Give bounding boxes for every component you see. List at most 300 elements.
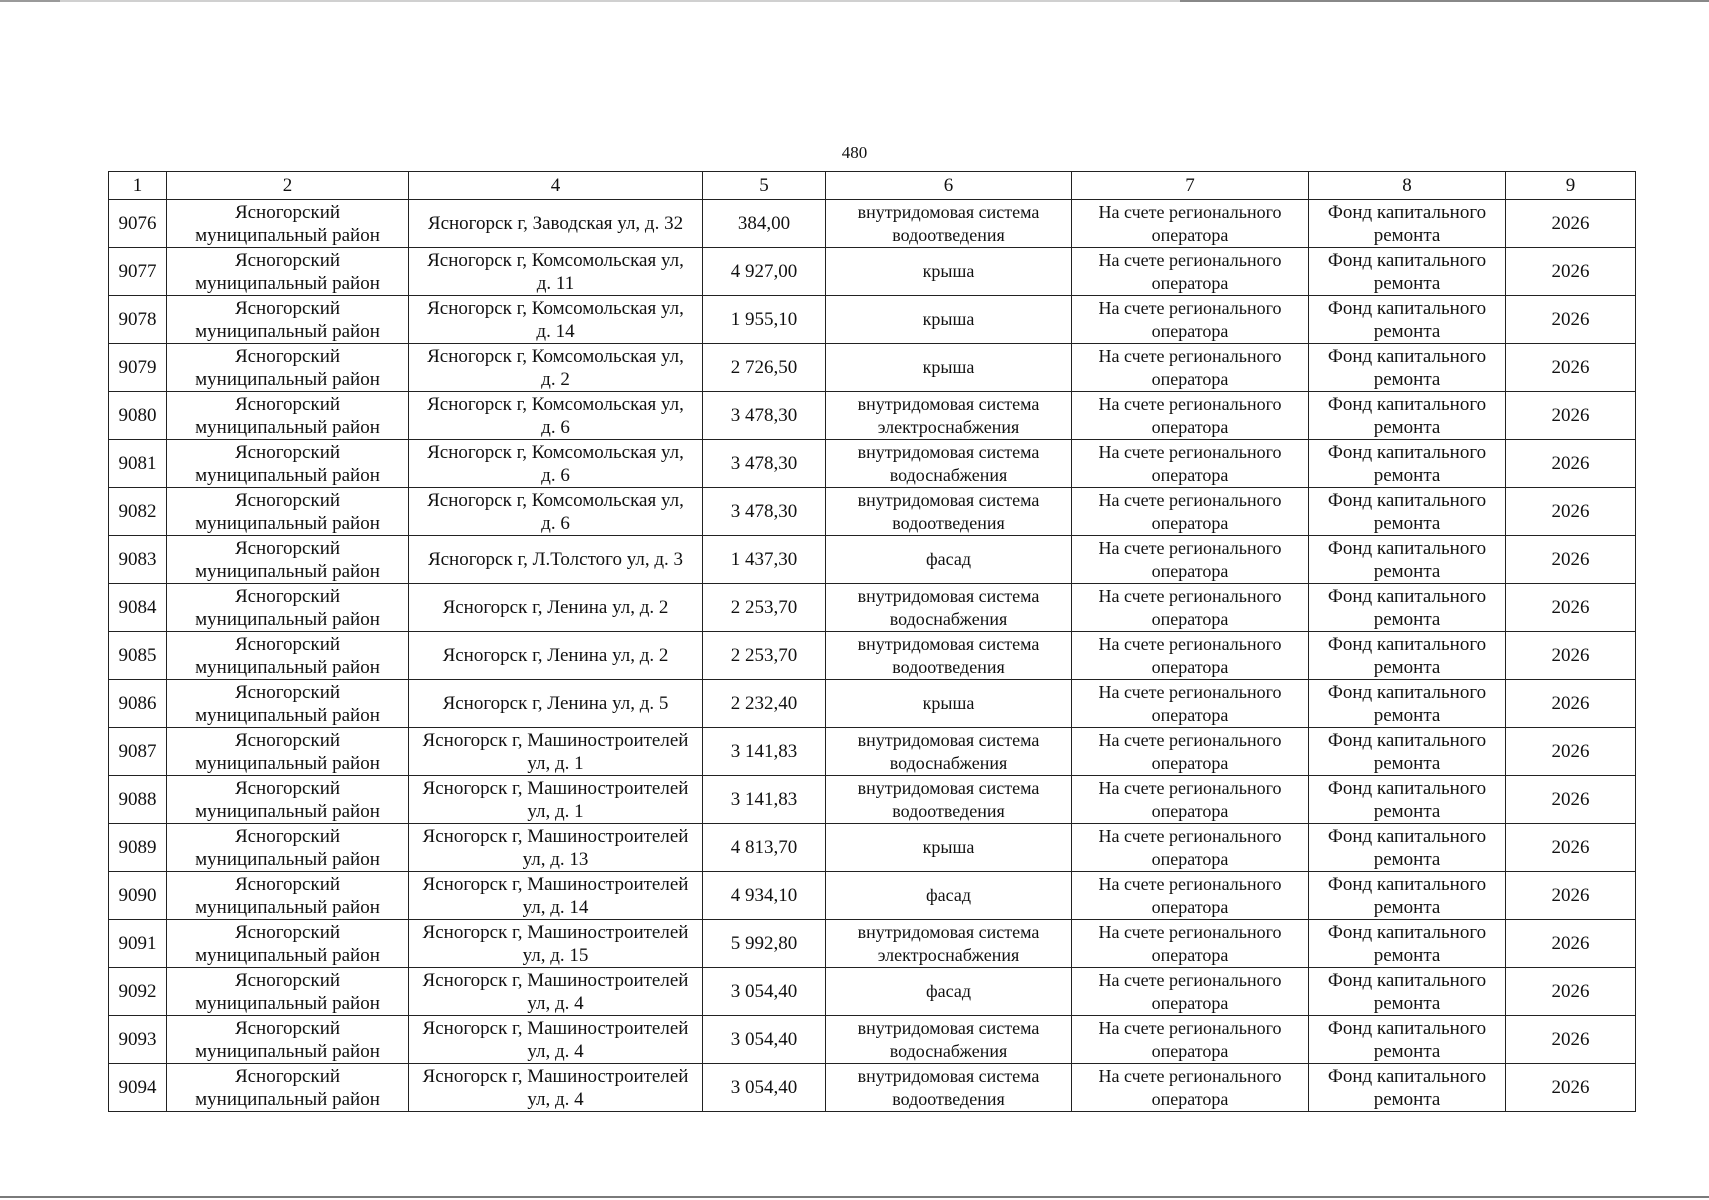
work-type-cell-line: крыша xyxy=(922,837,975,857)
table-row xyxy=(109,200,1636,248)
address-cell-line: д. 14 xyxy=(536,320,575,342)
table-row xyxy=(109,824,1636,872)
column-header-9: 9 xyxy=(1506,172,1636,200)
year-cell: 2026 xyxy=(1506,728,1636,776)
district-cell-line: Ясногорский xyxy=(234,489,341,511)
district-cell-line: муниципальный район xyxy=(195,224,380,246)
account-type-cell-line: оператора xyxy=(1151,272,1229,293)
account-type-cell xyxy=(1072,728,1309,776)
year-cell: 2026 xyxy=(1506,344,1636,392)
district-cell-line: Ясногорский xyxy=(234,297,341,319)
work-type-cell-line: внутридомовая система xyxy=(857,921,1040,942)
record-number-cell: 9089 xyxy=(109,824,167,872)
funding-source-cell-line: Фонд капитального xyxy=(1327,585,1487,607)
address-cell xyxy=(409,584,703,632)
year-cell: 2026 xyxy=(1506,632,1636,680)
funding-source-cell-line: ремонта xyxy=(1373,608,1441,630)
district-cell-line: Ясногорский xyxy=(234,537,341,559)
address-cell xyxy=(409,872,703,920)
record-number-cell: 9084 xyxy=(109,584,167,632)
record-number-cell: 9093 xyxy=(109,1016,167,1064)
address-cell-line: Ясногорск г, Комсомольская ул, xyxy=(427,249,684,271)
account-type-cell xyxy=(1072,584,1309,632)
funding-source-cell xyxy=(1309,392,1506,440)
funding-source-cell xyxy=(1309,440,1506,488)
funding-source-cell-line: Фонд капитального xyxy=(1327,345,1487,367)
address-cell-line: ул, д. 4 xyxy=(527,1040,584,1062)
account-type-cell-line: На счете регионального xyxy=(1098,537,1282,558)
account-type-cell-line: оператора xyxy=(1151,1088,1229,1109)
work-type-cell xyxy=(826,584,1072,632)
funding-source-cell-line: Фонд капитального xyxy=(1327,729,1487,751)
funding-source-cell-line: ремонта xyxy=(1373,272,1441,294)
scan-edge-top xyxy=(0,0,1709,2)
account-type-cell-line: На счете регионального xyxy=(1098,633,1282,654)
account-type-cell-line: На счете регионального xyxy=(1098,1065,1282,1086)
account-type-cell-line: оператора xyxy=(1151,416,1229,437)
funding-source-cell-line: Фонд капитального xyxy=(1327,393,1487,415)
account-type-cell xyxy=(1072,968,1309,1016)
account-type-cell-line: оператора xyxy=(1151,368,1229,389)
account-type-cell xyxy=(1072,488,1309,536)
funding-source-cell xyxy=(1309,344,1506,392)
address-cell-line: ул, д. 15 xyxy=(522,944,589,966)
account-type-cell-line: На счете регионального xyxy=(1098,297,1282,318)
district-cell-line: Ясногорский xyxy=(234,969,341,991)
account-type-cell-line: На счете регионального xyxy=(1098,681,1282,702)
district-cell-line: Ясногорский xyxy=(234,1065,341,1087)
district-cell xyxy=(167,824,409,872)
funding-source-cell xyxy=(1309,488,1506,536)
work-type-cell xyxy=(826,872,1072,920)
record-number-cell: 9086 xyxy=(109,680,167,728)
address-cell-line: ул, д. 1 xyxy=(527,800,584,822)
district-cell-line: Ясногорский xyxy=(234,393,341,415)
address-cell xyxy=(409,344,703,392)
address-cell xyxy=(409,200,703,248)
account-type-cell-line: оператора xyxy=(1151,992,1229,1013)
funding-source-cell-line: ремонта xyxy=(1373,1088,1441,1110)
year-cell: 2026 xyxy=(1506,392,1636,440)
work-type-cell-line: водоотведения xyxy=(892,1088,1005,1109)
address-cell-line: Ясногорск г, Машиностроителей xyxy=(422,777,689,799)
district-cell-line: муниципальный район xyxy=(195,560,380,582)
table-row xyxy=(109,296,1636,344)
funding-source-cell-line: Фонд капитального xyxy=(1327,825,1487,847)
work-type-cell xyxy=(826,200,1072,248)
account-type-cell-line: оператора xyxy=(1151,704,1229,725)
account-type-cell xyxy=(1072,824,1309,872)
record-number-cell: 9087 xyxy=(109,728,167,776)
area-cell: 5 992,80 xyxy=(703,920,826,968)
funding-source-cell-line: ремонта xyxy=(1373,320,1441,342)
table-row xyxy=(109,584,1636,632)
account-type-cell xyxy=(1072,632,1309,680)
funding-source-cell-line: ремонта xyxy=(1373,800,1441,822)
account-type-cell-line: оператора xyxy=(1151,560,1229,581)
year-cell: 2026 xyxy=(1506,872,1636,920)
address-cell-line: д. 6 xyxy=(541,512,570,534)
record-number-cell: 9092 xyxy=(109,968,167,1016)
area-cell: 3 141,83 xyxy=(703,728,826,776)
address-cell xyxy=(409,632,703,680)
year-cell: 2026 xyxy=(1506,248,1636,296)
address-cell-line: д. 2 xyxy=(541,368,570,390)
address-cell-line: Ясногорск г, Машиностроителей xyxy=(422,969,689,991)
funding-source-cell-line: Фонд капитального xyxy=(1327,777,1487,799)
funding-source-cell-line: ремонта xyxy=(1373,704,1441,726)
work-type-cell-line: водоотведения xyxy=(892,224,1005,245)
district-cell xyxy=(167,920,409,968)
district-cell xyxy=(167,728,409,776)
funding-source-cell-line: ремонта xyxy=(1373,992,1441,1014)
account-type-cell xyxy=(1072,1064,1309,1112)
district-cell-line: Ясногорский xyxy=(234,633,341,655)
table-row xyxy=(109,392,1636,440)
column-number-row xyxy=(109,172,1636,200)
column-header-8: 8 xyxy=(1309,172,1506,200)
address-cell-line: д. 6 xyxy=(541,464,570,486)
area-cell: 384,00 xyxy=(703,200,826,248)
work-type-cell-line: внутридомовая система xyxy=(857,201,1040,222)
work-type-cell xyxy=(826,824,1072,872)
address-cell-line: ул, д. 1 xyxy=(527,752,584,774)
area-cell: 3 054,40 xyxy=(703,968,826,1016)
district-cell xyxy=(167,680,409,728)
funding-source-cell xyxy=(1309,296,1506,344)
work-type-cell xyxy=(826,296,1072,344)
area-cell: 3 478,30 xyxy=(703,392,826,440)
district-cell-line: Ясногорский xyxy=(234,777,341,799)
column-header-1: 1 xyxy=(109,172,167,200)
area-cell: 2 232,40 xyxy=(703,680,826,728)
funding-source-cell-line: ремонта xyxy=(1373,512,1441,534)
work-type-cell xyxy=(826,680,1072,728)
address-cell xyxy=(409,824,703,872)
account-type-cell-line: оператора xyxy=(1151,1040,1229,1061)
work-type-cell xyxy=(826,344,1072,392)
district-cell-line: Ясногорский xyxy=(234,729,341,751)
account-type-cell xyxy=(1072,392,1309,440)
work-type-cell-line: крыша xyxy=(922,357,975,377)
table-row xyxy=(109,536,1636,584)
address-cell-line: Ясногорск г, Ленина ул, д. 2 xyxy=(442,645,669,666)
table-row xyxy=(109,440,1636,488)
area-cell: 1 955,10 xyxy=(703,296,826,344)
account-type-cell xyxy=(1072,440,1309,488)
year-cell: 2026 xyxy=(1506,680,1636,728)
funding-source-cell xyxy=(1309,584,1506,632)
district-cell-line: Ясногорский xyxy=(234,201,341,223)
funding-source-cell-line: ремонта xyxy=(1373,368,1441,390)
area-cell: 3 478,30 xyxy=(703,488,826,536)
column-header-6: 6 xyxy=(826,172,1072,200)
address-cell xyxy=(409,536,703,584)
address-cell xyxy=(409,920,703,968)
district-cell-line: муниципальный район xyxy=(195,656,380,678)
account-type-cell xyxy=(1072,536,1309,584)
work-type-cell xyxy=(826,1064,1072,1112)
account-type-cell-line: На счете регионального xyxy=(1098,489,1282,510)
funding-source-cell xyxy=(1309,872,1506,920)
table-row xyxy=(109,968,1636,1016)
funding-source-cell-line: Фонд капитального xyxy=(1327,873,1487,895)
work-type-cell-line: водоснабжения xyxy=(889,608,1008,629)
work-type-cell-line: крыша xyxy=(922,693,975,713)
district-cell xyxy=(167,872,409,920)
table-row xyxy=(109,1016,1636,1064)
record-number-cell: 9080 xyxy=(109,392,167,440)
funding-source-cell-line: Фонд капитального xyxy=(1327,201,1487,223)
work-type-cell-line: фасад xyxy=(925,885,971,905)
funding-source-cell-line: Фонд капитального xyxy=(1327,489,1487,511)
table-row xyxy=(109,776,1636,824)
account-type-cell-line: На счете регионального xyxy=(1098,873,1282,894)
address-cell xyxy=(409,296,703,344)
funding-source-cell xyxy=(1309,824,1506,872)
work-type-cell-line: внутридомовая система xyxy=(857,393,1040,414)
funding-source-cell xyxy=(1309,776,1506,824)
account-type-cell xyxy=(1072,776,1309,824)
address-cell-line: ул, д. 14 xyxy=(522,896,589,918)
account-type-cell-line: оператора xyxy=(1151,848,1229,869)
district-cell xyxy=(167,632,409,680)
year-cell: 2026 xyxy=(1506,296,1636,344)
account-type-cell xyxy=(1072,344,1309,392)
work-type-cell xyxy=(826,968,1072,1016)
district-cell-line: муниципальный район xyxy=(195,1040,380,1062)
account-type-cell-line: На счете регионального xyxy=(1098,969,1282,990)
funding-source-cell-line: ремонта xyxy=(1373,896,1441,918)
address-cell-line: д. 11 xyxy=(536,272,575,294)
work-type-cell-line: внутридомовая система xyxy=(857,441,1040,462)
district-cell-line: Ясногорский xyxy=(234,1017,341,1039)
work-type-cell xyxy=(826,248,1072,296)
funding-source-cell-line: Фонд капитального xyxy=(1327,297,1487,319)
address-cell-line: Ясногорск г, Ленина ул, д. 2 xyxy=(442,597,669,618)
area-cell: 4 934,10 xyxy=(703,872,826,920)
table-row xyxy=(109,728,1636,776)
address-cell-line: Ясногорск г, Заводская ул, д. 32 xyxy=(427,213,684,234)
account-type-cell-line: оператора xyxy=(1151,320,1229,341)
account-type-cell xyxy=(1072,680,1309,728)
address-cell-line: Ясногорск г, Машиностроителей xyxy=(422,1017,689,1039)
address-cell xyxy=(409,728,703,776)
district-cell-line: муниципальный район xyxy=(195,896,380,918)
address-cell-line: Ясногорск г, Комсомольская ул, xyxy=(427,441,684,463)
address-cell-line: Ясногорск г, Машиностроителей xyxy=(422,921,689,943)
work-type-cell-line: водоснабжения xyxy=(889,464,1008,485)
district-cell-line: Ясногорский xyxy=(234,441,341,463)
address-cell xyxy=(409,248,703,296)
funding-source-cell-line: Фонд капитального xyxy=(1327,249,1487,271)
table-row xyxy=(109,344,1636,392)
work-type-cell xyxy=(826,1016,1072,1064)
year-cell: 2026 xyxy=(1506,200,1636,248)
table-body xyxy=(109,200,1636,1112)
funding-source-cell xyxy=(1309,200,1506,248)
district-cell xyxy=(167,344,409,392)
table-row xyxy=(109,488,1636,536)
table-row xyxy=(109,872,1636,920)
work-type-cell-line: внутридомовая система xyxy=(857,777,1040,798)
work-type-cell xyxy=(826,488,1072,536)
work-type-cell xyxy=(826,536,1072,584)
work-type-cell-line: фасад xyxy=(925,981,971,1001)
account-type-cell-line: На счете регионального xyxy=(1098,921,1282,942)
table-row xyxy=(109,248,1636,296)
account-type-cell-line: На счете регионального xyxy=(1098,825,1282,846)
district-cell-line: Ясногорский xyxy=(234,345,341,367)
work-type-cell-line: электроснабжения xyxy=(877,944,1020,965)
work-type-cell xyxy=(826,920,1072,968)
district-cell-line: муниципальный район xyxy=(195,752,380,774)
account-type-cell-line: На счете регионального xyxy=(1098,345,1282,366)
funding-source-cell-line: ремонта xyxy=(1373,656,1441,678)
district-cell-line: муниципальный район xyxy=(195,608,380,630)
district-cell-line: муниципальный район xyxy=(195,848,380,870)
funding-source-cell xyxy=(1309,968,1506,1016)
district-cell-line: муниципальный район xyxy=(195,800,380,822)
address-cell-line: Ясногорск г, Машиностроителей xyxy=(422,729,689,751)
district-cell-line: муниципальный район xyxy=(195,272,380,294)
district-cell-line: Ясногорский xyxy=(234,873,341,895)
district-cell-line: муниципальный район xyxy=(195,704,380,726)
account-type-cell-line: На счете регионального xyxy=(1098,441,1282,462)
work-type-cell-line: фасад xyxy=(925,549,971,569)
area-cell: 4 813,70 xyxy=(703,824,826,872)
funding-source-cell-line: Фонд капитального xyxy=(1327,633,1487,655)
district-cell-line: муниципальный район xyxy=(195,464,380,486)
district-cell-line: Ясногорский xyxy=(234,585,341,607)
area-cell: 3 054,40 xyxy=(703,1064,826,1112)
funding-source-cell-line: Фонд капитального xyxy=(1327,1065,1487,1087)
area-cell: 4 927,00 xyxy=(703,248,826,296)
district-cell-line: Ясногорский xyxy=(234,825,341,847)
account-type-cell-line: На счете регионального xyxy=(1098,729,1282,750)
work-type-cell xyxy=(826,632,1072,680)
account-type-cell-line: оператора xyxy=(1151,800,1229,821)
funding-source-cell-line: Фонд капитального xyxy=(1327,681,1487,703)
district-cell xyxy=(167,1064,409,1112)
district-cell xyxy=(167,488,409,536)
funding-source-cell-line: ремонта xyxy=(1373,752,1441,774)
district-cell-line: муниципальный район xyxy=(195,368,380,390)
district-cell-line: Ясногорский xyxy=(234,249,341,271)
year-cell: 2026 xyxy=(1506,968,1636,1016)
record-number-cell: 9083 xyxy=(109,536,167,584)
district-cell-line: Ясногорский xyxy=(234,681,341,703)
account-type-cell-line: оператора xyxy=(1151,512,1229,533)
account-type-cell-line: На счете регионального xyxy=(1098,1017,1282,1038)
address-cell xyxy=(409,1064,703,1112)
column-header-2: 2 xyxy=(167,172,409,200)
district-cell-line: муниципальный район xyxy=(195,1088,380,1110)
address-cell-line: ул, д. 4 xyxy=(527,992,584,1014)
account-type-cell xyxy=(1072,296,1309,344)
record-number-cell: 9077 xyxy=(109,248,167,296)
district-cell xyxy=(167,440,409,488)
address-cell xyxy=(409,440,703,488)
account-type-cell-line: На счете регионального xyxy=(1098,249,1282,270)
area-cell: 3 141,83 xyxy=(703,776,826,824)
table-row xyxy=(109,1064,1636,1112)
address-cell-line: Ясногорск г, Л.Толстого ул, д. 3 xyxy=(427,549,684,570)
year-cell: 2026 xyxy=(1506,824,1636,872)
district-cell xyxy=(167,536,409,584)
funding-source-cell-line: ремонта xyxy=(1373,848,1441,870)
record-number-cell: 9085 xyxy=(109,632,167,680)
funding-source-cell-line: ремонта xyxy=(1373,944,1441,966)
account-type-cell xyxy=(1072,872,1309,920)
funding-source-cell xyxy=(1309,1064,1506,1112)
work-type-cell xyxy=(826,440,1072,488)
funding-source-cell xyxy=(1309,680,1506,728)
work-type-cell-line: водоотведения xyxy=(892,656,1005,677)
area-cell: 2 253,70 xyxy=(703,632,826,680)
address-cell xyxy=(409,1016,703,1064)
record-number-cell: 9076 xyxy=(109,200,167,248)
account-type-cell-line: оператора xyxy=(1151,896,1229,917)
record-number-cell: 9082 xyxy=(109,488,167,536)
address-cell-line: Ясногорск г, Комсомольская ул, xyxy=(427,489,684,511)
district-cell xyxy=(167,392,409,440)
address-cell-line: Ясногорск г, Комсомольская ул, xyxy=(427,345,684,367)
year-cell: 2026 xyxy=(1506,440,1636,488)
funding-source-cell-line: ремонта xyxy=(1373,416,1441,438)
address-cell-line: Ясногорск г, Машиностроителей xyxy=(422,1065,689,1087)
district-cell-line: муниципальный район xyxy=(195,944,380,966)
repair-register-table xyxy=(108,171,1636,1112)
district-cell xyxy=(167,1016,409,1064)
account-type-cell-line: оператора xyxy=(1151,752,1229,773)
funding-source-cell-line: Фонд капитального xyxy=(1327,441,1487,463)
district-cell xyxy=(167,200,409,248)
district-cell xyxy=(167,776,409,824)
district-cell-line: муниципальный район xyxy=(195,992,380,1014)
record-number-cell: 9088 xyxy=(109,776,167,824)
area-cell: 2 726,50 xyxy=(703,344,826,392)
funding-source-cell-line: ремонта xyxy=(1373,464,1441,486)
funding-source-cell xyxy=(1309,248,1506,296)
district-cell xyxy=(167,584,409,632)
work-type-cell-line: внутридомовая система xyxy=(857,489,1040,510)
record-number-cell: 9091 xyxy=(109,920,167,968)
record-number-cell: 9078 xyxy=(109,296,167,344)
funding-source-cell xyxy=(1309,536,1506,584)
address-cell-line: Ясногорск г, Комсомольская ул, xyxy=(427,393,684,415)
work-type-cell-line: крыша xyxy=(922,261,975,281)
work-type-cell-line: крыша xyxy=(922,309,975,329)
area-cell: 2 253,70 xyxy=(703,584,826,632)
work-type-cell xyxy=(826,392,1072,440)
district-cell-line: муниципальный район xyxy=(195,416,380,438)
work-type-cell-line: внутридомовая система xyxy=(857,585,1040,606)
record-number-cell: 9090 xyxy=(109,872,167,920)
funding-source-cell-line: Фонд капитального xyxy=(1327,537,1487,559)
funding-source-cell-line: ремонта xyxy=(1373,1040,1441,1062)
work-type-cell-line: электроснабжения xyxy=(877,416,1020,437)
funding-source-cell-line: Фонд капитального xyxy=(1327,969,1487,991)
funding-source-cell-line: Фонд капитального xyxy=(1327,921,1487,943)
address-cell-line: Ясногорск г, Комсомольская ул, xyxy=(427,297,684,319)
account-type-cell-line: На счете регионального xyxy=(1098,393,1282,414)
address-cell-line: ул, д. 13 xyxy=(522,848,589,870)
area-cell: 3 054,40 xyxy=(703,1016,826,1064)
address-cell-line: Ясногорск г, Машиностроителей xyxy=(422,825,689,847)
work-type-cell-line: водоснабжения xyxy=(889,1040,1008,1061)
account-type-cell xyxy=(1072,248,1309,296)
